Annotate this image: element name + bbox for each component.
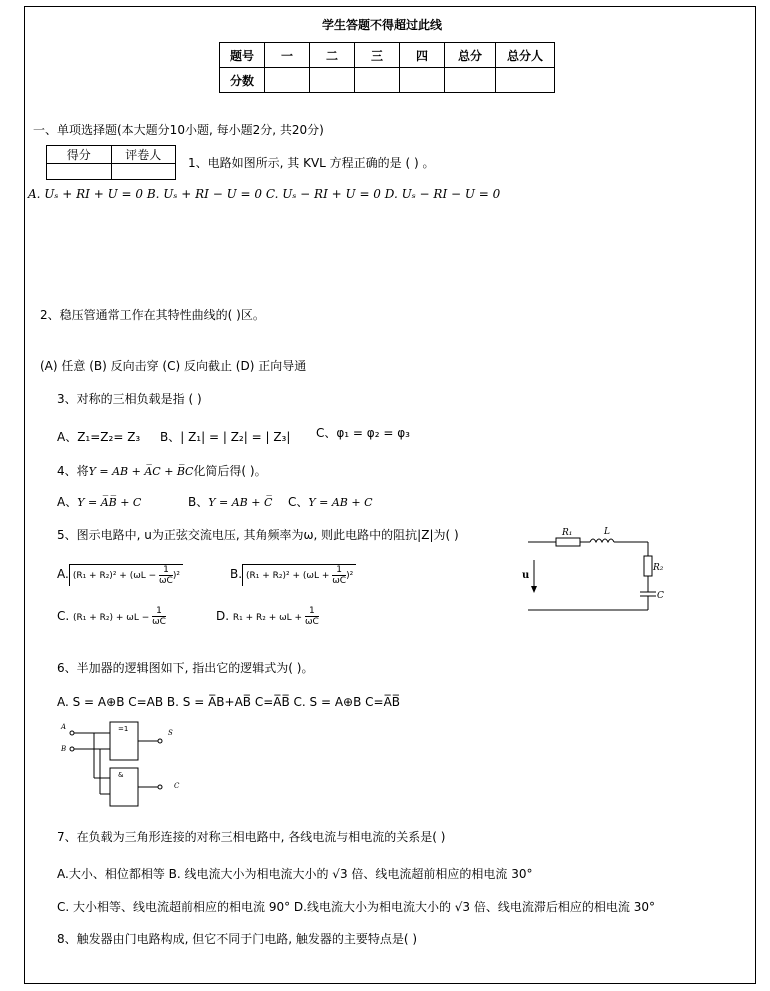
question-5-option-d	[216, 606, 319, 627]
question-7-options-ab: A.大小、相位都相等 B. 线电流大小为相电流大小的 √3 倍、线电流超前相应的相电流 30°	[57, 867, 533, 881]
grader-cell[interactable]	[47, 164, 112, 180]
score-cell[interactable]	[355, 68, 400, 93]
option-label: B.	[230, 567, 243, 581]
score-table-header: 总分	[445, 43, 496, 68]
fraction	[305, 606, 319, 627]
score-cell[interactable]	[496, 68, 555, 93]
fraction	[159, 565, 173, 586]
xor-gate-symbol: =1	[118, 725, 129, 733]
fraction-numerator: 1	[332, 565, 346, 576]
expr-text: R₁ + R₂ + ωL +	[232, 613, 305, 623]
question-2-options: (A) 任意 (B) 反向击穿 (C) 反向截止 (D) 正向导通	[40, 359, 307, 373]
fraction-numerator: 1	[152, 606, 166, 617]
question-7-stem: 7、在负载为三角形连接的对称三相电路中, 各线电流与相电流的关系是( )	[57, 830, 446, 844]
question-4-option-c	[288, 493, 373, 510]
option-label: A、	[57, 495, 78, 509]
output-c-label: C	[174, 782, 180, 790]
question-3-option-b: B、| Z₁| = | Z₂| = | Z₃|	[160, 430, 291, 444]
question-7-options-cd: C. 大小相等、线电流超前相应的相电流 90° D.线电流大小为相电流大小的 √3 倍、线电流滞后相应的相电流 30°	[57, 900, 655, 914]
question-4-stem-pre: 4、将	[57, 464, 89, 478]
question-5-option-c	[57, 606, 166, 627]
option-label: C.	[57, 609, 70, 623]
expr-text: (R₁ + R₂)² + (ωL +	[246, 571, 333, 581]
fraction	[332, 565, 346, 586]
question-3-option-c: C、φ₁ = φ₂ = φ₃	[316, 426, 410, 440]
score-cell[interactable]	[445, 68, 496, 93]
option-label: C、	[288, 495, 309, 509]
section-title: 一、单项选择题(本大题分10小题, 每小题2分, 共20分)	[33, 123, 324, 137]
sqrt-expression	[242, 564, 356, 586]
score-table-header: 三	[355, 43, 400, 68]
score-cell[interactable]	[310, 68, 355, 93]
answer-line-notice: 学生答题不得超过此线	[322, 18, 443, 32]
question-4-option-b	[188, 493, 272, 510]
question-4-stem-post: 化简后得( )。	[193, 464, 267, 478]
question-3-stem: 3、对称的三相负载是指 ( )	[57, 392, 202, 406]
score-table-header: 一	[265, 43, 310, 68]
question-6-stem: 6、半加器的逻辑图如下, 指出它的逻辑式为( )。	[57, 661, 314, 675]
c-label: C	[657, 591, 664, 601]
score-table-header: 题号	[220, 43, 265, 68]
score-table-header: 总分人	[496, 43, 555, 68]
fraction-numerator: 1	[159, 565, 173, 576]
score-table-row-label: 分数	[220, 68, 265, 93]
fraction-denominator: ωC	[159, 576, 173, 586]
question-2-stem: 2、稳压管通常工作在其特性曲线的( )区。	[40, 308, 265, 322]
question-8-stem: 8、触发器由门电路构成, 但它不同于门电路, 触发器的主要特点是( )	[57, 932, 418, 946]
fraction-denominator: ωC	[152, 617, 166, 627]
question-6-options: A. S = A⊕B C=AB B. S = A̅B+AB̅ C=A̅B̅ C. S = A⊕B C=A̅B̅	[57, 695, 401, 709]
question-1-stem: 1、电路如图所示, 其 KVL 方程正确的是 ( ) 。	[188, 156, 435, 170]
grader-table	[46, 145, 176, 180]
expr-text: (R₁ + R₂)² + (ωL −	[72, 571, 160, 581]
option-expression: Y = AB + C	[308, 496, 373, 509]
score-table-header: 二	[310, 43, 355, 68]
fraction-denominator: ωC	[332, 576, 347, 586]
question-5-option-a	[57, 564, 183, 586]
sqrt-expression	[69, 564, 183, 586]
input-a-label: A	[61, 723, 67, 731]
question-5-option-b	[230, 564, 356, 586]
question-4-stem	[57, 462, 267, 479]
input-b-label: B	[61, 745, 67, 753]
output-s-label: S	[168, 729, 173, 737]
expr-text: )²	[346, 571, 354, 581]
rlc-circuit-diagram	[514, 520, 674, 620]
fraction-denominator: ωC	[304, 617, 319, 627]
question-4-option-a	[57, 493, 141, 510]
grader-table-header: 评卷人	[111, 146, 176, 164]
and-gate-symbol: &	[118, 771, 124, 779]
question-4-expression: Y = AB + A̅C + B̅C	[88, 465, 194, 478]
r1-label: R₁	[562, 528, 573, 538]
grader-cell[interactable]	[111, 164, 176, 180]
question-5-stem: 5、图示电路中, u为正弦交流电压, 其角频率为ω, 则此电路中的阻抗|Z|为( )	[57, 528, 459, 542]
option-expression: Y = AB + C̅	[208, 496, 273, 509]
u-label: u	[522, 570, 530, 581]
expr-text: (R₁ + R₂) + ωL −	[73, 613, 153, 623]
fraction-numerator: 1	[305, 606, 319, 617]
option-label: B、	[188, 495, 209, 509]
half-adder-logic-diagram	[58, 716, 188, 816]
l-label: L	[604, 527, 610, 537]
option-label: A.	[57, 567, 69, 581]
score-cell[interactable]	[265, 68, 310, 93]
expr-text: )²	[172, 571, 180, 581]
option-expression: Y = A̅B̅ + C	[77, 496, 142, 509]
question-3-option-a: A、Z₁=Z₂= Z₃	[57, 430, 141, 444]
fraction	[152, 606, 166, 627]
score-table	[219, 42, 555, 93]
question-1-options: A. Uₛ + RI + U = 0 B. Uₛ + RI − U = 0 C. Uₛ − RI + U = 0 D. Uₛ − RI − U = 0	[28, 187, 501, 201]
option-label: D.	[216, 609, 230, 623]
grader-table-header: 得分	[47, 146, 112, 164]
score-cell[interactable]	[400, 68, 445, 93]
r2-label: R₂	[653, 563, 664, 573]
score-table-header: 四	[400, 43, 445, 68]
